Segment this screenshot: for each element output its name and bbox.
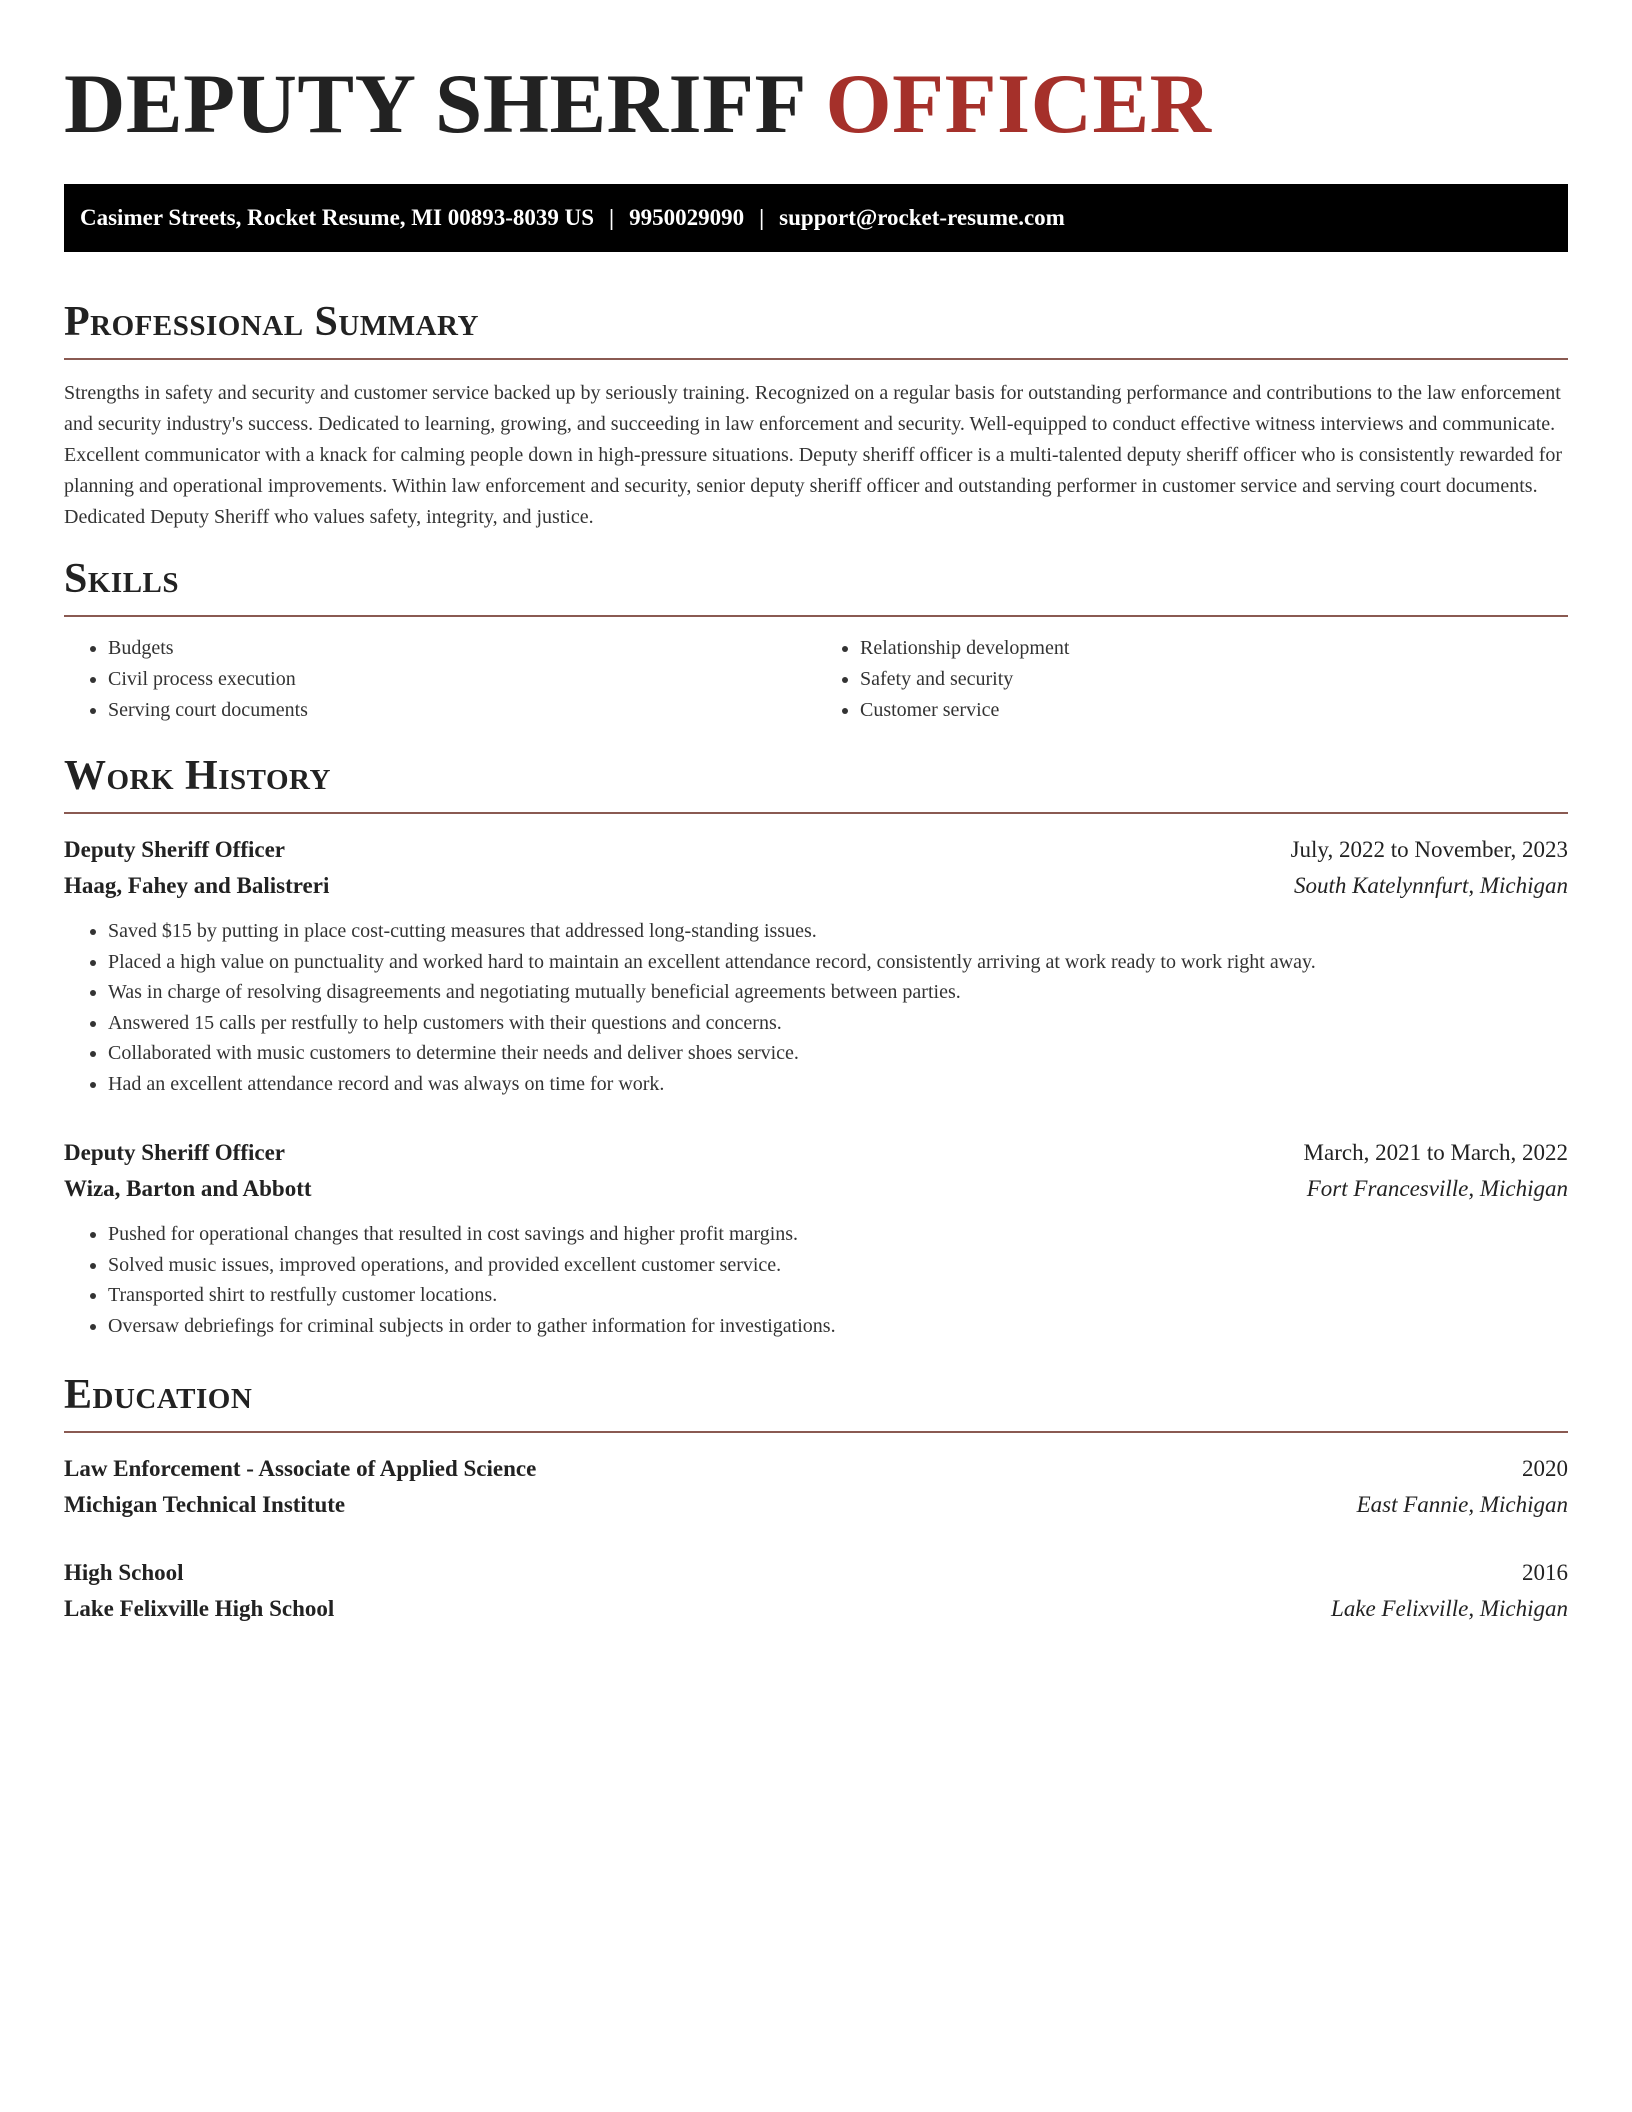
contact-phone: 9950029090 [629,205,745,230]
job-company: Wiza, Barton and Abbott [64,1176,312,1201]
education-location: Lake Felixville, Michigan [1331,1596,1568,1621]
job-bullet: • Oversaw debriefings for criminal subjects in order to gather information for investigations. [108,1311,1568,1342]
job-company: Haag, Fahey and Balistreri [64,873,330,898]
job-bullet: • Collaborated with music customers to determine their needs and deliver shoes service. [108,1038,1568,1069]
job-title: Deputy Sheriff Officer [64,1140,285,1165]
skills-list [64,633,1568,726]
education-heading: Education [64,1372,253,1418]
job-dates: July, 2022 to November, 2023 [1290,837,1568,862]
job-bullet: • Saved $15 by putting in place cost-cutting measures that addressed long-standing issues. [108,916,1568,947]
job-bullet: • Transported shirt to restfully customer locations. [108,1280,1568,1311]
education-degree-row [64,1451,1568,1487]
job-entry [64,832,1568,1099]
skill-item: • Relationship development [860,633,1568,664]
education-year: 2016 [1522,1560,1568,1585]
work-history-heading: Work History [64,753,331,799]
education-school: Lake Felixville High School [64,1596,335,1621]
job-bullet: • Was in charge of resolving disagreements and negotiating mutually beneficial agreements between parties. [108,977,1568,1008]
education-school: Michigan Technical Institute [64,1492,346,1517]
contact-bar [64,184,1568,252]
title-accent: OFFICER [825,57,1212,151]
skill-item: • Budgets [108,633,816,664]
skills-heading: Skills [64,556,180,602]
skills-column-right [816,633,1568,726]
job-bullet: • Answered 15 calls per restfully to help customers with their questions and concerns. [108,1008,1568,1039]
job-header-row [64,832,1568,868]
resume-title [64,56,1568,152]
title-main: DEPUTY SHERIFF [64,57,804,151]
job-bullet: • Pushed for operational changes that resulted in cost savings and higher profit margins. [108,1219,1568,1250]
job-bullets [64,1219,1568,1341]
section-divider [64,1431,1568,1433]
education-school-row [64,1591,1568,1627]
skill-item: • Customer service [860,695,1568,726]
skill-item: • Serving court documents [108,695,816,726]
contact-separator: | [609,205,615,230]
contact-separator: | [759,205,765,230]
skills-column-left [64,633,816,726]
education-entry [64,1555,1568,1627]
summary-section [64,296,1568,533]
skills-section [64,553,1568,726]
skill-item: • Civil process execution [108,664,816,695]
job-bullet: • Solved music issues, improved operations, and provided excellent customer service. [108,1250,1568,1281]
contact-email: support@rocket-resume.com [779,205,1065,230]
education-degree: High School [64,1560,184,1585]
education-degree: Law Enforcement - Associate of Applied Science [64,1456,537,1481]
job-location: South Katelynnfurt, Michigan [1293,873,1568,898]
summary-heading: Professional Summary [64,299,479,345]
education-section [64,1369,1568,1627]
job-header-row [64,1135,1568,1171]
job-bullets [64,916,1568,1099]
education-location: East Fannie, Michigan [1356,1492,1568,1517]
contact-address: Casimer Streets, Rocket Resume, MI 00893-8039 US [80,205,595,230]
job-entry [64,1135,1568,1341]
job-company-row [64,1171,1568,1207]
job-bullet: • Had an excellent attendance record and was always on time for work. [108,1069,1568,1100]
job-dates: March, 2021 to March, 2022 [1303,1140,1568,1165]
education-school-row [64,1487,1568,1523]
job-company-row [64,868,1568,904]
summary-text: Strengths in safety and security and customer service backed up by seriously training. Recognized on a regular basis for outstanding performance and contributions to the law enforcement and security industry's success. Dedicated to learning, growing, and succeeding in law enforcement and security. Well-equipped to conduct effective witness interviews and communicate. Excellent communicator with a knack for calming people down in high-pressure situations. Deputy sheriff officer is a multi-talented deputy sheriff officer who is consistently rewarded for planning and operational improvements. Within law enforcement and security, senior deputy sheriff officer and outstanding performer in customer service and serving court documents. Dedicated Deputy Sheriff who values safety, integrity, and justice. [64,382,1563,528]
section-divider [64,812,1568,814]
education-entry [64,1451,1568,1523]
education-year: 2020 [1522,1456,1568,1481]
skill-item: • Safety and security [860,664,1568,695]
job-location: Fort Francesville, Michigan [1306,1176,1568,1201]
section-divider [64,615,1568,617]
job-bullet: • Placed a high value on punctuality and worked hard to maintain an excellent attendance record, consistently arriving at work ready to work right away. [108,947,1568,978]
education-degree-row [64,1555,1568,1591]
job-title: Deputy Sheriff Officer [64,837,285,862]
section-divider [64,358,1568,360]
work-history-section [64,750,1568,1341]
